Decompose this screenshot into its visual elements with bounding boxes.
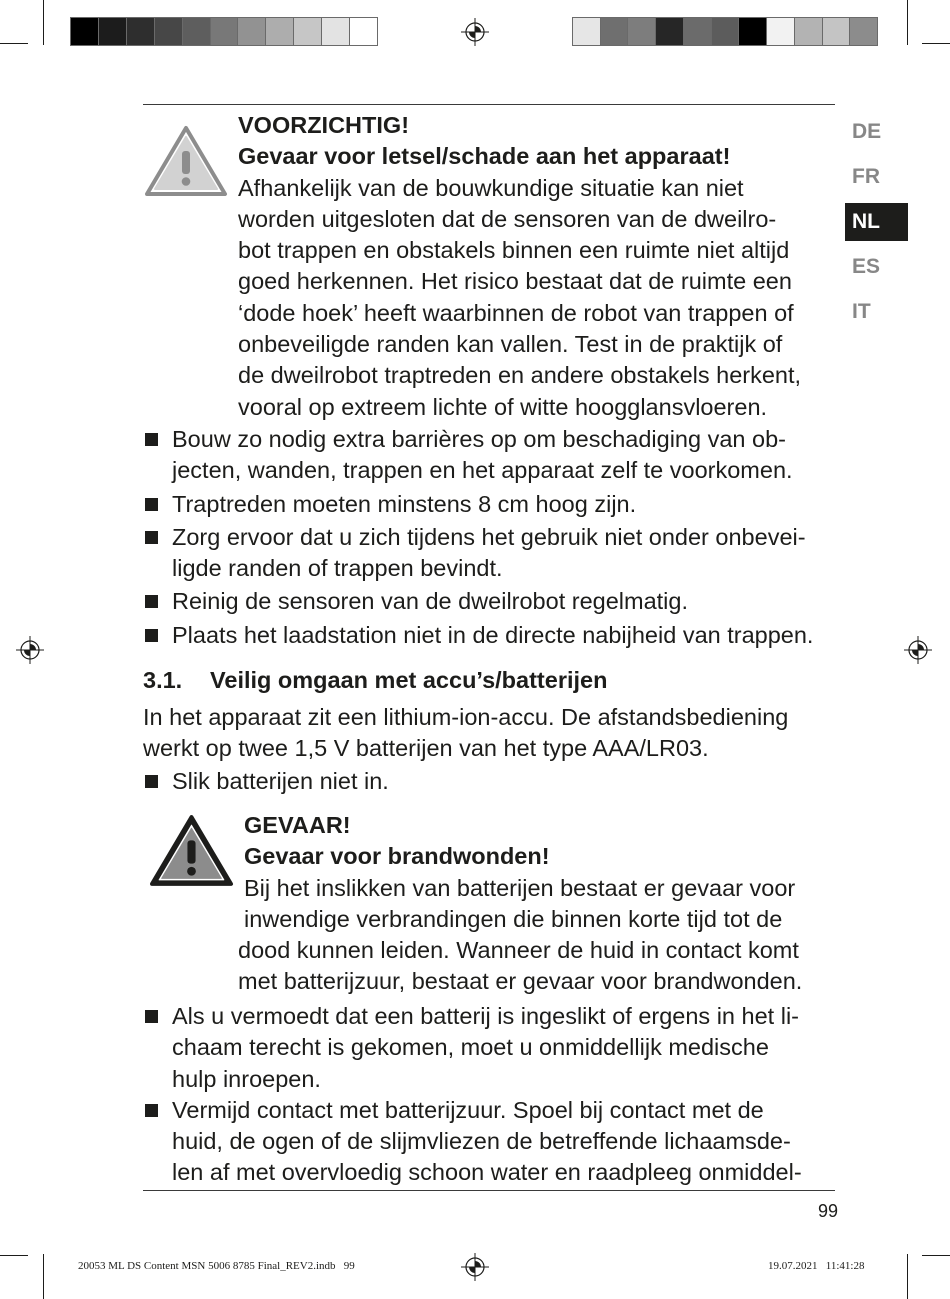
- color-swatch: [238, 18, 266, 45]
- text-line-text: Zorg ervoor dat u zich tijdens het gebruik niet onder onbevei-: [172, 523, 806, 550]
- color-swatch: [99, 18, 127, 45]
- bullet-square-icon: [145, 1104, 158, 1117]
- danger-text: [238, 873, 835, 998]
- registration-mark-icon: [461, 18, 489, 46]
- section-title: Veilig omgaan met accu’s/batterijen: [210, 667, 608, 693]
- section-number: 3.1.: [143, 667, 183, 693]
- text-line: [238, 235, 835, 266]
- language-tab-label: FR: [852, 165, 880, 188]
- bullet-list: [143, 1001, 835, 1189]
- text-line: [172, 424, 835, 455]
- color-swatch: [767, 18, 795, 45]
- color-swatch: [684, 18, 712, 45]
- language-tab-label: DE: [852, 120, 882, 143]
- text-line-text: Bij het inslikken van batterijen bestaat er gevaar voor: [244, 874, 796, 901]
- text-line-text: met batterijzuur, bestaat er gevaar voor brandwonden.: [238, 968, 803, 995]
- text-line: [172, 1157, 835, 1188]
- list-item-text: [172, 586, 835, 617]
- list-item: [143, 522, 835, 585]
- crop-mark: [43, 1254, 44, 1299]
- text-line-text: ligde randen of trappen bevindt.: [172, 555, 503, 582]
- color-swatch: [712, 18, 740, 45]
- color-swatch: [294, 18, 322, 45]
- text-line-text: werkt op twee 1,5 V batterijen van het type AAA/LR03.: [143, 735, 709, 762]
- bullet-square-icon: [145, 775, 158, 788]
- color-control-bar-left: [70, 17, 378, 46]
- text-line-text: Bouw zo nodig extra barrières op om beschadiging van ob-: [172, 426, 786, 452]
- text-line-text: Als u vermoedt dat een batterij is ingeslikt of ergens in het li-: [172, 1003, 799, 1029]
- text-line: [238, 329, 835, 360]
- text-line: [238, 966, 835, 997]
- text-line-text: hulp inroepen.: [172, 1065, 321, 1092]
- list-item: [143, 1001, 835, 1095]
- danger-title-text: GEVAAR!: [244, 812, 351, 838]
- color-swatch: [127, 18, 155, 45]
- text-line-text: Afhankelijk van de bouwkundige situatie kan niet: [238, 174, 744, 201]
- color-swatch: [628, 18, 656, 45]
- list-item-text: [172, 620, 835, 651]
- caution-triangle-icon: [144, 124, 228, 198]
- text-line-text: onbeveiligde randen kan vallen. Test in de praktijk of: [238, 331, 783, 358]
- text-line: [172, 455, 835, 486]
- color-swatch: [601, 18, 629, 45]
- crop-mark: [0, 43, 28, 44]
- text-line: [172, 1095, 835, 1126]
- registration-mark-icon: [904, 636, 932, 664]
- text-line: [172, 1001, 835, 1032]
- language-tab-it: [845, 293, 908, 331]
- bullet-square-icon: [145, 531, 158, 544]
- caution-title: [238, 110, 835, 141]
- text-line: [172, 620, 835, 651]
- text-line-text: goed herkennen. Het risico bestaat dat de ruimte een: [238, 268, 792, 295]
- text-line: [172, 586, 835, 617]
- language-tab-de: [845, 113, 908, 151]
- text-line: [238, 935, 835, 966]
- color-swatch: [739, 18, 767, 45]
- color-swatch: [350, 18, 377, 45]
- text-line: [238, 204, 835, 235]
- color-swatch: [183, 18, 211, 45]
- text-line-text: inwendige verbrandingen die binnen korte tijd tot de: [244, 905, 783, 932]
- crop-mark: [922, 1255, 950, 1256]
- text-line-text: Plaats het laadstation niet in de directe nabijheid van trappen.: [172, 621, 814, 648]
- text-line-text: de dweilrobot traptreden en andere obstakels herkent,: [238, 362, 802, 389]
- footer-rule: [143, 1190, 835, 1191]
- text-line: [172, 1126, 835, 1157]
- language-tab-fr: [845, 158, 908, 196]
- list-item: [143, 766, 835, 797]
- caution-text: [238, 173, 835, 423]
- page-number: 99: [817, 1201, 838, 1221]
- text-line-text: bot trappen en obstakels binnen een ruimte niet altijd: [238, 237, 790, 264]
- print-slug-file: 20053 ML DS Content MSN 5006 8785 Final_REV2.indb 99: [78, 1260, 355, 1272]
- text-line: [172, 489, 835, 520]
- text-line: [238, 298, 835, 329]
- text-line: [238, 173, 835, 204]
- crop-mark: [922, 43, 950, 44]
- intro-paragraph: [143, 702, 835, 765]
- crop-mark: [907, 0, 908, 45]
- bullet-square-icon: [145, 629, 158, 642]
- text-line-text: dood kunnen leiden. Wanneer de huid in contact komt: [238, 937, 799, 964]
- bullet-square-icon: [145, 595, 158, 608]
- list-item-text: [172, 424, 835, 487]
- color-swatch: [850, 18, 877, 45]
- language-tab-nl: [845, 203, 908, 241]
- text-line-text: len af met overvloedig schoon water en raadpleeg onmiddel-: [172, 1159, 802, 1186]
- color-control-bar-right: [572, 17, 878, 46]
- color-swatch: [71, 18, 99, 45]
- text-line: [172, 1064, 835, 1095]
- section-heading: [143, 665, 835, 695]
- list-item-text: [172, 522, 835, 585]
- text-line: [238, 266, 835, 297]
- caution-subtitle-text: Gevaar voor letsel/schade aan het apparaat!: [238, 143, 731, 170]
- registration-mark-icon: [461, 1253, 489, 1281]
- danger-subtitle-text: Gevaar voor brandwonden!: [244, 843, 550, 870]
- text-line-text: Traptreden moeten minstens 8 cm hoog zijn.: [172, 490, 637, 517]
- color-swatch: [155, 18, 183, 45]
- bullet-square-icon: [145, 1010, 158, 1023]
- caution-subtitle: [238, 141, 835, 172]
- text-line-text: vooral op extreem lichte of witte hoogglansvloeren.: [238, 393, 768, 420]
- bullet-square-icon: [145, 498, 158, 511]
- text-line-text: Reinig de sensoren van de dweilrobot regelmatig.: [172, 588, 689, 615]
- text-line-text: chaam terecht is gekomen, moet u onmiddellijk medische: [172, 1034, 769, 1061]
- text-line: [238, 392, 835, 423]
- caution-title-text: VOORZICHTIG!: [238, 112, 410, 138]
- list-item-text: [172, 1095, 835, 1189]
- text-line: [238, 360, 835, 391]
- bullet-list: [143, 766, 835, 797]
- text-line-text: ‘dode hoek’ heeft waarbinnen de robot van trappen of: [238, 299, 794, 326]
- language-tab-es: [845, 248, 908, 286]
- danger-block: [238, 810, 835, 998]
- color-swatch: [211, 18, 239, 45]
- color-swatch: [573, 18, 601, 45]
- language-tabs: [845, 113, 908, 338]
- list-item-text: [172, 766, 835, 797]
- danger-subtitle: [238, 841, 835, 872]
- list-item: [143, 586, 835, 617]
- list-item: [143, 620, 835, 651]
- list-item: [143, 1095, 835, 1189]
- bullet-square-icon: [145, 433, 158, 446]
- list-item-text: [172, 489, 835, 520]
- danger-triangle-icon: [149, 813, 234, 888]
- text-line: [172, 553, 835, 584]
- crop-mark: [0, 1255, 28, 1256]
- list-item: [143, 424, 835, 487]
- text-line: [238, 904, 835, 935]
- text-line: [143, 702, 835, 733]
- text-line: [238, 873, 835, 904]
- text-line: [143, 733, 835, 764]
- language-tab-label: IT: [852, 300, 871, 323]
- registration-mark-icon: [16, 636, 44, 664]
- crop-mark: [907, 1254, 908, 1299]
- text-line-text: huid, de ogen of de slijmvliezen de betreffende lichaamsde-: [172, 1128, 791, 1155]
- text-line: [172, 1032, 835, 1063]
- bullet-list: [143, 424, 835, 651]
- danger-title: [238, 810, 835, 841]
- print-slug-timestamp: 19.07.2021 11:41:28: [768, 1260, 865, 1272]
- text-line: [172, 766, 835, 797]
- color-swatch: [266, 18, 294, 45]
- list-item: [143, 489, 835, 520]
- text-line-text: In het apparaat zit een lithium-ion-accu. De afstandsbediening: [143, 704, 789, 730]
- list-item-text: [172, 1001, 835, 1095]
- caution-block: [238, 110, 835, 423]
- text-line: [172, 522, 835, 553]
- language-tab-label: NL: [852, 210, 880, 233]
- text-line-text: Vermijd contact met batterijzuur. Spoel bij contact met de: [172, 1096, 764, 1123]
- color-swatch: [656, 18, 684, 45]
- color-swatch: [322, 18, 350, 45]
- header-rule: [143, 104, 835, 105]
- language-tab-label: ES: [852, 255, 881, 278]
- crop-mark: [43, 0, 44, 45]
- color-swatch: [823, 18, 851, 45]
- text-line-text: jecten, wanden, trappen en het apparaat zelf te voorkomen.: [172, 457, 793, 484]
- color-swatch: [795, 18, 823, 45]
- text-line-text: Slik batterijen niet in.: [172, 768, 389, 794]
- text-line-text: worden uitgesloten dat de sensoren van de dweilro-: [238, 205, 777, 232]
